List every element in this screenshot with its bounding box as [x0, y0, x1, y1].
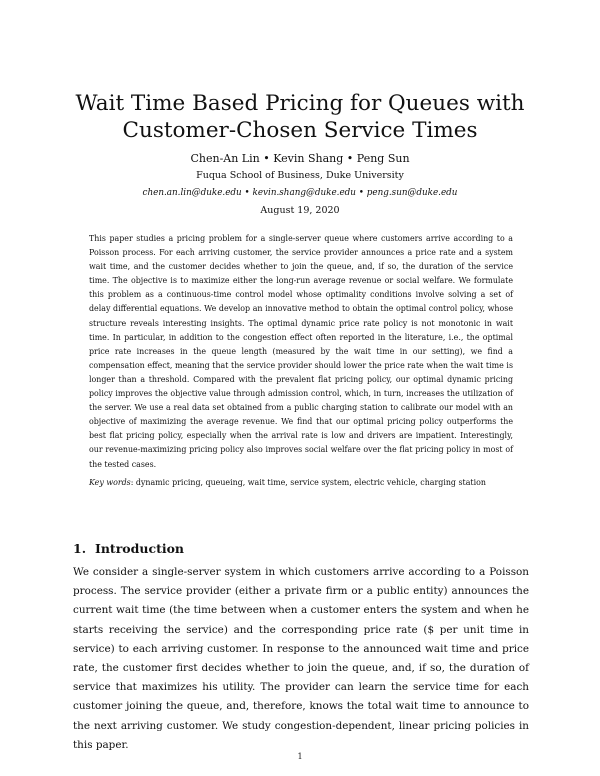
email-address: chen.an.lin@duke.edu [142, 188, 242, 198]
email-list [60, 188, 540, 199]
abstract: This paper studies a pricing problem for a single-server queue where customers arrive according to a Poisson process. For each arriving customer, the service provider announces a price rate and a system wait time, and the customer decides whether to join the queue, and, if so, the duration of the service time. The objective is to maximize either the long-run average revenue or social welfare. We formulate this problem as a continuous-time control model whose optimality conditions involve solving a set of delay differential equations. We develop an innovative method to obtain the optimal control policy, whose structure reveals interesting insights. The optimal dynamic price rate policy is not monotonic in wait time. In particular, in addition to the congestion effect often reported in the literature, i.e., the optimal price rate increases in the queue length (measured by the wait time in our setting), we find a compensation effect, meaning that the service provider should lower the price rate when the wait time is longer than a threshold. Compared with the prevalent flat pricing policy, our optimal dynamic pricing policy improves the objective value through admission control, which, in turn, increases the utilization of the server. We use a real data set obtained from a public charging station to calibrate our model with an objective of maximizing the average revenue. We find that our optimal pricing policy outperforms the best flat pricing policy, especially when the arrival rate is low and drivers are impatient. Interestingly, our revenue-maximizing pricing policy also improves social welfare over the flat pricing policy in most of the tested cases. [89, 234, 513, 469]
author-list [60, 152, 540, 166]
page-number: 1 [297, 752, 303, 761]
section-title: Introduction [95, 541, 185, 556]
email-address: kevin.shang@duke.edu [252, 188, 356, 198]
email-address: peng.sun@duke.edu [366, 188, 458, 198]
author-name: Kevin Shang [273, 152, 344, 165]
separator-bullet: • [244, 188, 250, 198]
keywords-text: : dynamic pricing, queueing, wait time, service system, electric vehicle, charging station [130, 478, 486, 487]
keywords [89, 476, 513, 490]
author-name: Peng Sun [356, 152, 410, 165]
separator-bullet: • [358, 188, 364, 198]
section-body: We consider a single-server system in which customers arrive according to a Poisson process. The service provider (either a private firm or a public entity) announces the current wait time (the time between when a customer enters the system and when he starts receiving the service) and the corresponding price rate ($ per unit time in service) to each arriving customer. In response to the announced wait time and price rate, the customer first decides whether to join the queue, and, if so, the duration of service that maximizes his utility. The provider can learn the service time for each customer joining the queue, and, therefore, knows the total wait time to announce to the next arriving customer. We study congestion-dependent, linear pricing policies in this paper. [73, 566, 529, 751]
section-heading [73, 541, 184, 557]
keywords-label: Key words [89, 478, 131, 487]
paper-date: August 19, 2020 [260, 205, 340, 216]
paper-title: Wait Time Based Pricing for Queues with Customer-Chosen Service Times [75, 91, 525, 143]
author-name: Chen-An Lin [190, 152, 260, 165]
separator-bullet: • [346, 152, 354, 165]
affiliation: Fuqua School of Business, Duke University [196, 170, 404, 181]
section-number: 1. [73, 541, 87, 556]
separator-bullet: • [263, 152, 270, 165]
